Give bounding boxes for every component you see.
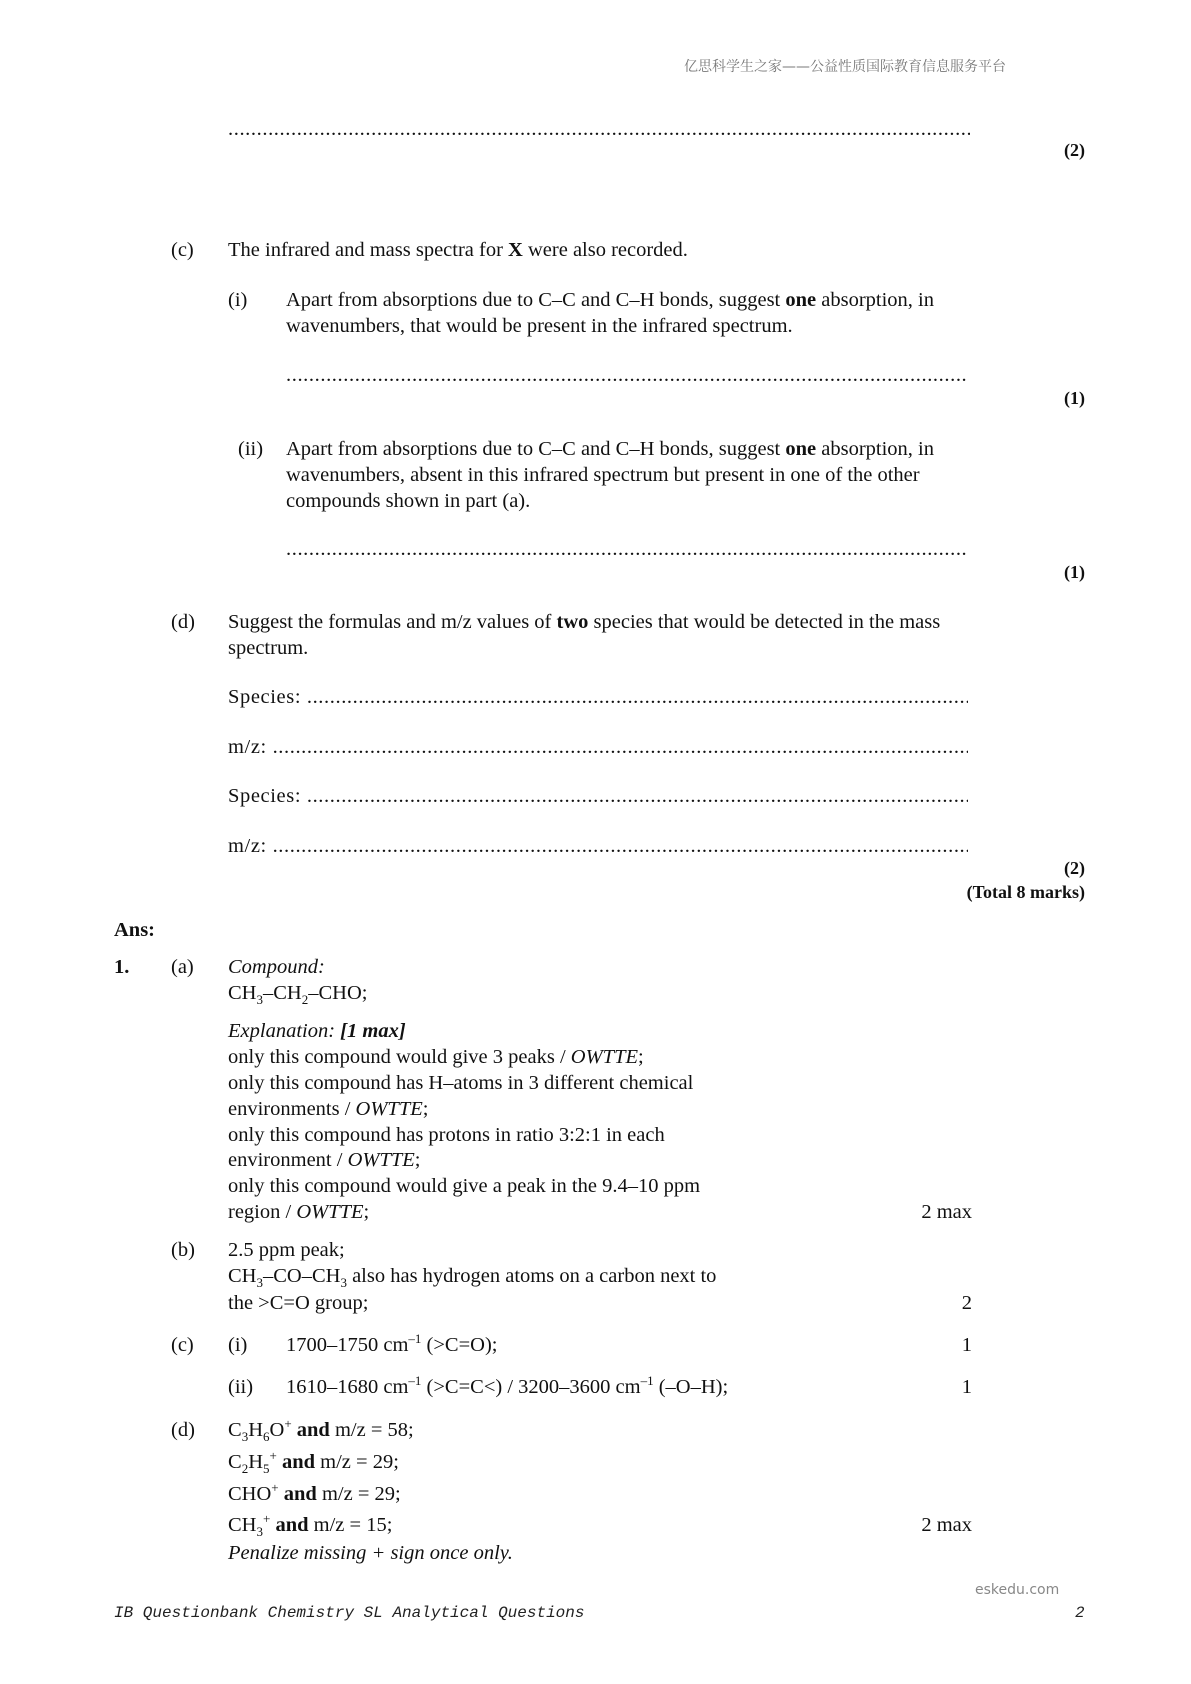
ans-a-line-6: only this compound would give a peak in the 9.4–10 ppm (228, 1175, 701, 1197)
part-c-ii-mark: (1) (1064, 562, 1085, 582)
ans-c-ii-score: 1 (961, 1376, 972, 1398)
part-d-label: (d) (171, 611, 195, 633)
ans-c-label: (c) (171, 1334, 194, 1356)
species-line-2: Species: ..... (228, 783, 968, 809)
part-c-intro: The infrared and mass spectra for X were also recorded. (228, 239, 688, 261)
mz-line-1: m/z: ..... (228, 734, 968, 760)
page-number: 2 (1075, 1604, 1085, 1622)
part-c-ii-line3: compounds shown in part (a). (286, 490, 531, 512)
part-d-line2: spectrum. (228, 637, 309, 659)
footer-title: IB Questionbank Chemistry SL Analytical Questions (114, 1604, 585, 1622)
ans-d-score: 2 max (921, 1514, 972, 1536)
ans-b-line3: the >C=O group; (228, 1292, 369, 1314)
ans-a-explanation-label: Explanation: [1 max] (228, 1020, 406, 1042)
footer-site-watermark: eskedu.com (975, 1582, 1060, 1598)
ans-a-line-1: only this compound would give 3 peaks / OWTTE; (228, 1046, 644, 1068)
ans-a-line-5: environment / OWTTE; (228, 1149, 421, 1171)
ans-d-label: (d) (171, 1419, 195, 1441)
ans-a-formula: $CH_3-CH_2$–CHO; (228, 982, 368, 1008)
part-c-i-line1: Apart from absorptions due to C–C and C–H bonds, suggest one absorption, in (286, 289, 934, 311)
ans-a-line-4: only this compound has protons in ratio 3:2:1 in each (228, 1124, 665, 1146)
ans-a-label: (a) (171, 956, 194, 978)
part-c-i-mark: (1) (1064, 388, 1085, 408)
ans-d-line2: $C_2H_5^+$ and m/z = 29; (228, 1448, 399, 1477)
answer-line-c-ii (286, 536, 968, 562)
ans-b-line1: 2.5 ppm peak; (228, 1239, 345, 1261)
answer-line-c-i (286, 362, 968, 388)
mz-line-2: m/z: ..... (228, 833, 968, 859)
total-marks: (Total 8 marks) (966, 882, 1085, 902)
part-d-line1: Suggest the formulas and m/z values of two species that would be detected in the mass (228, 611, 941, 633)
part-c-i-label: (i) (228, 289, 248, 311)
ans-a-compound-label: Compound: (228, 956, 325, 978)
ans-a-line-2: only this compound has H–atoms in 3 different chemical (228, 1072, 694, 1094)
answer-line-b (228, 116, 970, 142)
ans-d-line4: $CH_3^+$ and m/z = 15; (228, 1511, 393, 1540)
ans-c-ii-label: (ii) (228, 1376, 254, 1398)
ans-d-note: Penalize missing + sign once only. (228, 1542, 513, 1564)
part-c-ii-line1: Apart from absorptions due to C–C and C–H bonds, suggest one absorption, in (286, 438, 934, 460)
part-c-i-line2: wavenumbers, that would be present in the infrared spectrum. (286, 315, 793, 337)
part-b-mark: (2) (1064, 140, 1085, 160)
part-d-mark: (2) (1064, 858, 1085, 878)
species-line-1: Species: ..... (228, 684, 968, 710)
ans-c-i-score: 1 (961, 1334, 972, 1356)
ans-c-i-text: 1700–1750 $cm^{-1}$ (>C=O); (286, 1331, 498, 1356)
header-watermark: 亿思科学生之家——公益性质国际教育信息服务平台 (684, 59, 1006, 75)
ans-b-line2: $CH_3-CO-CH_3$ also has hydrogen atoms on a carbon next to (228, 1265, 717, 1291)
part-c-ii-line2: wavenumbers, absent in this infrared spectrum but present in one of the other (286, 464, 920, 486)
part-c-label: (c) (171, 239, 194, 261)
ans-b-score: 2 (961, 1292, 972, 1314)
answers-heading: Ans: (114, 919, 156, 941)
ans-b-label: (b) (171, 1239, 195, 1261)
ans-d-line3: CHO+ and m/z = 29; (228, 1480, 401, 1505)
ans-a-line-3: environments / OWTTE; (228, 1098, 429, 1120)
ans-a-line-7: region / OWTTE; (228, 1201, 370, 1223)
ans-d-line1: $C_3H_6O^+$ and m/z = 58; (228, 1416, 414, 1445)
part-c-ii-label: (ii) (238, 438, 264, 460)
ans-c-i-label: (i) (228, 1334, 248, 1356)
ans-c-ii-text: 1610–1680 $cm^{-1}$ (>C=C<) / 3200–3600 $cm^{-1}$ (–O–H); (286, 1373, 729, 1398)
answer-number: 1. (114, 956, 130, 978)
ans-a-score: 2 max (921, 1201, 972, 1223)
